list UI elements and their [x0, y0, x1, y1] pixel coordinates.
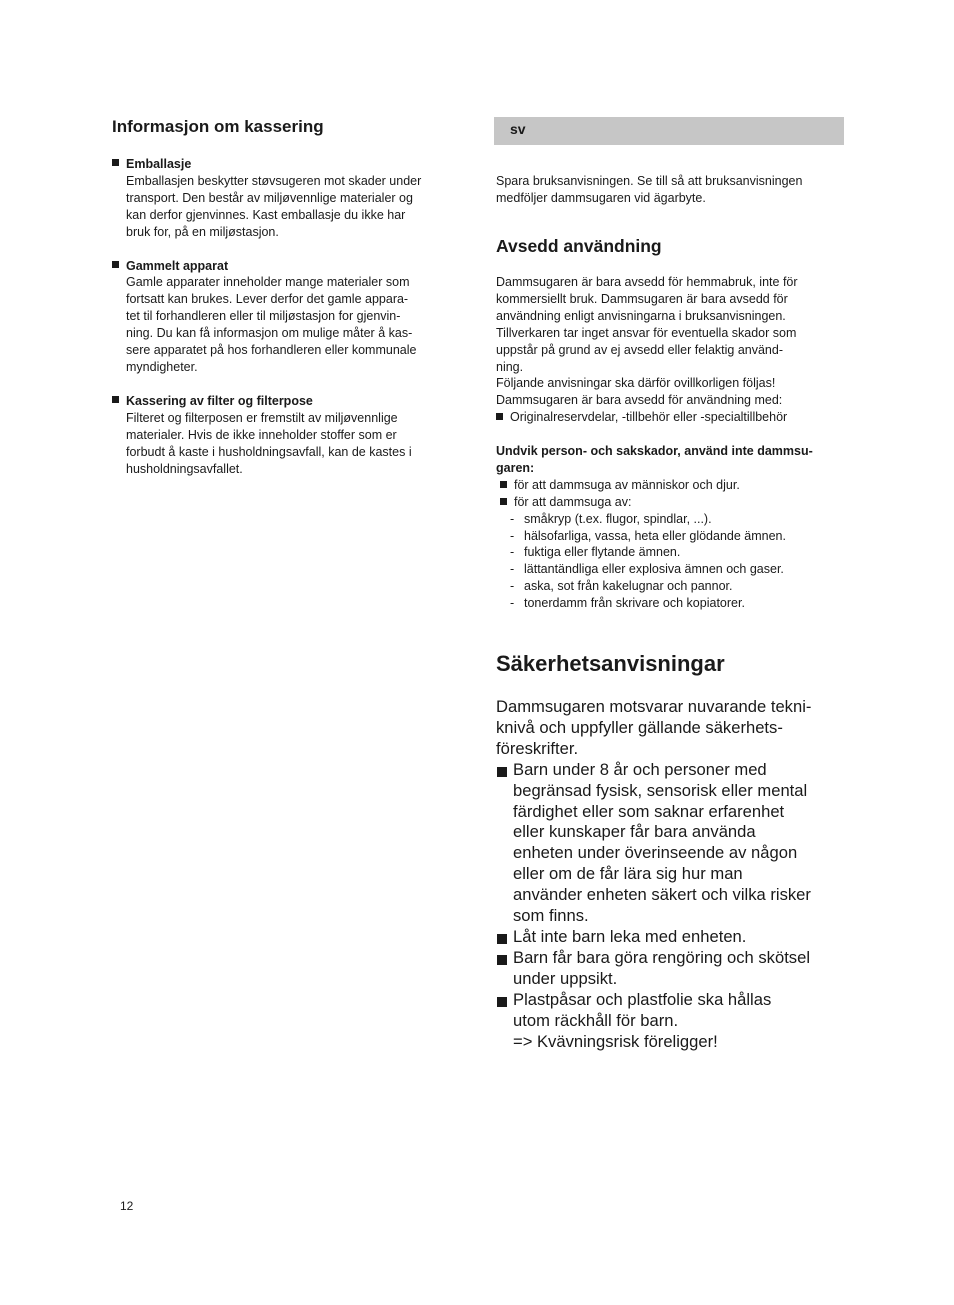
safety-list-item	[496, 990, 811, 1053]
safety-body	[496, 697, 811, 1052]
safety-line: eller om de får lära sig hur man	[513, 864, 743, 884]
safety-intro-line: Dammsugaren motsvarar nuvarande tekni-	[496, 697, 812, 716]
warning-block	[496, 443, 813, 612]
dash-item	[496, 528, 813, 545]
body-line: Följande anvisningar ska därför ovillkorligen följas!	[496, 376, 776, 391]
intro-line: Spara bruksanvisningen. Se till så att bruksanvisningen	[496, 174, 803, 188]
language-code: sv	[510, 121, 526, 137]
item-line: ning. Du kan få informasjon om mulige måter å kas-	[126, 326, 413, 341]
intro-line: medföljer dammsugaren vid ägarbyte.	[496, 190, 706, 205]
warning-title-line: Undvik person- och sakskador, använd inte dammsu-	[496, 444, 813, 458]
dash-item-text: fuktiga eller flytande ämnen.	[524, 545, 681, 560]
safety-list-item	[496, 760, 811, 927]
dash-item	[496, 544, 813, 561]
item-line: Emballasjen beskytter støvsugeren mot skader under	[126, 173, 422, 188]
body-line: uppstår på grund av ej avsedd eller felaktig använd-	[496, 342, 783, 357]
bullet-square-icon	[112, 261, 119, 268]
intended-use-heading: Avsedd användning	[496, 236, 662, 256]
safety-line: under uppsikt.	[513, 968, 618, 988]
list-item-text: för att dammsuga av människor och djur.	[514, 477, 740, 492]
body-line: Dammsugaren är bara avsedd för användning med:	[496, 393, 783, 408]
body-line: användning enligt anvisningarna i bruksanvisningen.	[496, 308, 786, 323]
safety-list-item	[496, 927, 811, 948]
intro-paragraph	[496, 173, 802, 207]
disposal-heading: Informasjon om kassering	[112, 117, 324, 136]
dash-item-text: lättantändliga eller explosiva ämnen och gaser.	[524, 562, 784, 577]
safety-line: begränsad fysisk, sensorisk eller mental	[513, 780, 808, 800]
bullet-square-icon	[497, 767, 507, 777]
safety-line: som finns.	[513, 906, 589, 926]
bullet-square-icon	[500, 498, 507, 505]
dash-icon: -	[510, 579, 515, 594]
item-heading: Gammelt apparat	[126, 258, 229, 273]
bullet-square-icon	[112, 159, 119, 166]
body-line: ning.	[496, 359, 524, 374]
list-item-old-appliance	[112, 258, 462, 376]
item-heading: Kassering av filter og filterpose	[126, 393, 313, 408]
safety-intro-line: föreskrifter.	[496, 738, 579, 758]
body-line: kommersiellt bruk. Dammsugaren är bara avsedd för	[496, 291, 788, 306]
bullet-square-icon	[496, 413, 503, 420]
dash-item-text: hälsofarliga, vassa, heta eller glödande ämnen.	[524, 528, 786, 543]
list-item-text: Originalreservdelar, -tillbehör eller -specialtillbehör	[510, 410, 788, 425]
body-line: Dammsugaren är bara avsedd för hemmabruk, inte för	[496, 275, 798, 289]
dash-item	[496, 595, 813, 612]
safety-line: färdighet eller som saknar erfarenhet	[513, 801, 785, 821]
dash-item-text: småkryp (t.ex. flugor, spindlar, ...).	[524, 511, 712, 526]
dash-item	[496, 561, 813, 578]
item-heading: Emballasje	[126, 157, 192, 171]
list-item-filter-disposal	[112, 393, 462, 478]
list-item	[496, 477, 813, 494]
dash-item-text: tonerdamm från skrivare och kopiatorer.	[524, 596, 745, 611]
intended-use-body	[496, 274, 798, 426]
dash-icon: -	[510, 562, 515, 577]
dash-icon: -	[510, 511, 515, 526]
item-line: kan derfor gjenvinnes. Kast emballasje du ikke har	[126, 207, 406, 222]
bullet-square-icon	[500, 481, 507, 488]
safety-line: enheten under överinseende av någon	[513, 843, 798, 863]
safety-line: Plastpåsar och plastfolie ska hållas	[513, 989, 772, 1009]
safety-line: Barn får bara göra rengöring och skötsel	[513, 947, 811, 967]
list-item	[496, 409, 798, 426]
list-item	[496, 494, 813, 511]
dash-item	[496, 511, 813, 528]
body-line: Tillverkaren tar inget ansvar för eventuella skador som	[496, 325, 797, 340]
safety-line: eller kunskaper får bara använda	[513, 822, 756, 842]
safety-intro-line: knivå och uppfyller gällande säkerhets-	[496, 717, 783, 737]
list-item-text: för att dammsuga av:	[514, 494, 632, 509]
left-column	[112, 116, 462, 494]
safety-line: Barn under 8 år och personer med	[513, 759, 767, 779]
item-line: materialer. Hvis de ikke inneholder stoffer som er	[126, 427, 397, 442]
item-line: forbudt å kaste i husholdningsavfall, kan de kastes i	[126, 444, 412, 459]
item-line: Filteret og filterposen er fremstilt av miljøvennlige	[126, 410, 398, 425]
bullet-square-icon	[497, 934, 507, 944]
item-line: bruk for, på en miljøstasjon.	[126, 224, 279, 239]
safety-line: utom räckhåll för barn.	[513, 1010, 679, 1030]
item-line: sere apparatet på hos forhandleren eller kommunale	[126, 343, 417, 358]
dash-item-text: aska, sot från kakelugnar och pannor.	[524, 579, 733, 594]
bullet-square-icon	[112, 396, 119, 403]
dash-icon: -	[510, 528, 515, 543]
bullet-square-icon	[497, 955, 507, 965]
language-bar	[494, 117, 844, 145]
item-line: myndigheter.	[126, 359, 198, 374]
safety-line: => Kvävningsrisk föreligger!	[513, 1031, 718, 1051]
safety-heading: Säkerhetsanvisningar	[496, 651, 725, 676]
dash-icon: -	[510, 545, 515, 560]
safety-line: använder enheten säkert och vilka risker	[513, 885, 811, 905]
item-line: fortsatt kan brukes. Lever derfor det gamle appara-	[126, 292, 409, 307]
item-line: Gamle apparater inneholder mange materialer som	[126, 275, 410, 290]
item-line: tet til forhandleren eller til miljøstasjon for gjenvin-	[126, 309, 401, 324]
dash-icon: -	[510, 596, 515, 611]
dash-item	[496, 578, 813, 595]
warning-title-line: garen:	[496, 460, 535, 475]
safety-line: Låt inte barn leka med enheten.	[513, 926, 747, 946]
list-item-packaging	[112, 156, 462, 241]
bullet-square-icon	[497, 997, 507, 1007]
item-line: husholdningsavfallet.	[126, 461, 243, 476]
page-number: 12	[120, 1199, 134, 1213]
item-line: transport. Den består av miljøvennlige materialer og	[126, 190, 413, 205]
safety-list-item	[496, 948, 811, 990]
